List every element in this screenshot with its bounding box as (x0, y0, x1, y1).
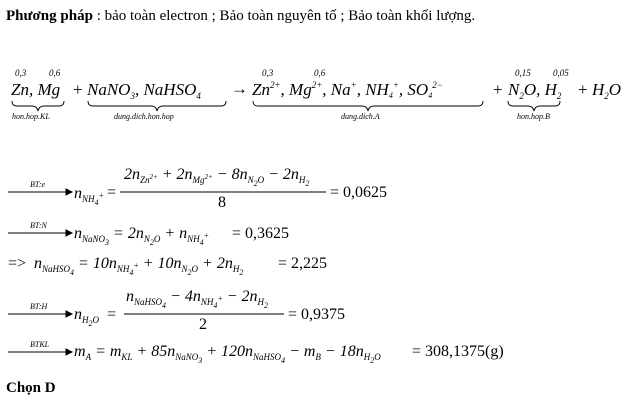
water: $H_2O$ (592, 80, 622, 101)
eq1-numerator: $2n_{Zn^{2+}} + 2n_{Mg^{2+}} - 8n_{N2O} - 2n_{H2}$ (124, 166, 310, 188)
eq5-result: = 308,1375(g) (412, 343, 504, 360)
nano3-formula: NaNO$_3$, NaHSO$_4$ (87, 80, 201, 101)
h2-mol: 0,05 (553, 68, 569, 78)
label-hon-hop-b: hon.hop.B (517, 112, 550, 121)
plus-3: + (578, 80, 588, 99)
eq3-prefix: => (8, 255, 27, 272)
label-dung-dich-hon-hop: dung.dich.hon.hop (114, 112, 174, 121)
eq4-denominator: 2 (199, 316, 207, 333)
label-hon-hop-kl: hon.hop.KL (12, 112, 50, 121)
plus-2: + (493, 80, 503, 99)
eq4-numerator: $n_{NaHSO4} - 4n_{NH4^+} - 2n_{H2}$ (126, 288, 269, 310)
method-title: Phương pháp (6, 8, 93, 24)
mg-mol: 0,6 (49, 68, 61, 78)
tag-bt-e: BT:e (30, 180, 46, 189)
tag-bt-h: BT:H (30, 302, 48, 311)
brace-salts (88, 101, 226, 111)
eq1-lhs: $n_{NH4^+}$ (74, 185, 104, 207)
brace-metals (12, 101, 64, 111)
eq3-result: = 2,225 (278, 255, 328, 272)
eq2-result: = 0,3625 (232, 225, 290, 242)
brace-gas-b (508, 101, 560, 111)
solution-a-ions: $Zn^{2+}$, $Mg^{2+}$, Na+, NH4+, $SO4^{2-}$ (252, 80, 443, 100)
eq4-lhs: $n_{H2O}$ (74, 306, 99, 328)
mg2-mol: 0,6 (314, 68, 326, 78)
eq1-result: = 0,0625 (330, 184, 388, 201)
method-text: : bảo toàn electron ; Bảo toàn nguyên tố ; Bảo toàn khối lượng. (92, 8, 476, 24)
eq4-result: = 0,9375 (288, 306, 346, 323)
tag-bt-n: BT:N (30, 221, 47, 230)
zn2-mol: 0,3 (262, 68, 274, 78)
plus-1: + (73, 80, 83, 99)
n2o-mol: 0,15 (515, 68, 531, 78)
zn-mol: 0,3 (15, 68, 27, 78)
reaction-arrow: → (231, 79, 248, 98)
tag-btkl: BTKL (30, 340, 50, 349)
eq1-denominator: 8 (218, 194, 226, 211)
reactant-metals: Zn, Mg (11, 80, 61, 99)
eq2-expression: $n_{NaNO3} = 2n_{N2O} + n_{NH4^+}$ (74, 225, 210, 247)
gas-b: $N_2O$, $H_2$ (508, 80, 562, 101)
eq5-expression: $m_A = m_{KL} + 85n_{NaNO3} + 120n_{NaHSO4} - m_B - 18n_{H2O}$ (74, 343, 381, 365)
label-dung-dich-a: dung.dich.A (341, 112, 380, 121)
brace-solution-a (253, 101, 483, 111)
eq3-expression: $n_{NaHSO4} = 10n_{NH4^+} + 10n_{N2O} + 2n_{H2}$ (34, 255, 244, 277)
answer-choice: Chọn D (6, 380, 56, 396)
